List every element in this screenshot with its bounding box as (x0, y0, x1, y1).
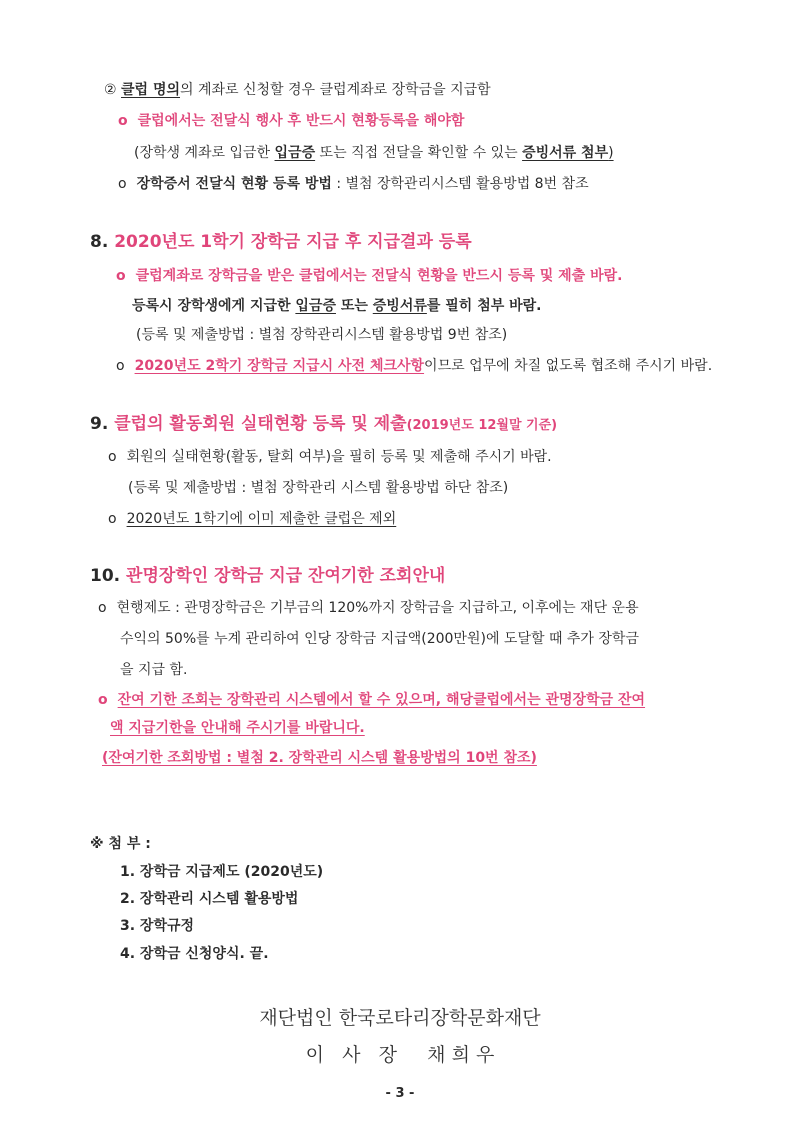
section-title: 관명장학인 장학금 지급 잔여기한 조회안내 (126, 566, 446, 586)
sec7-bullet1-text: 클럽에서는 전달식 행사 후 반드시 현황등록을 해야함 (137, 113, 465, 129)
sec8-note: (등록 및 제출방법 : 별첨 장학관리시스템 활용방법 9번 참조) (136, 327, 508, 343)
bullet-marker: o (118, 113, 128, 129)
sec10-bullet1-line3: 을 지급 함. (120, 662, 188, 678)
deposit-receipt-text: 입금증 (274, 145, 316, 161)
sec9-bullet2-text: 2020년도 1학기에 이미 제출한 클럽은 제외 (126, 511, 397, 527)
attachment-item: 2. 장학관리 시스템 활용방법 (120, 891, 299, 907)
bullet-marker: o (118, 176, 127, 192)
item2-line (104, 80, 491, 100)
section-title: 클럽의 활동회원 실태현황 등록 및 제출 (114, 414, 407, 434)
text: 또는 (335, 298, 373, 314)
sec7-bullet2 (118, 174, 589, 194)
chairman-signature: 이 사 장 채 희 우 (305, 1044, 495, 1066)
bullet2-text: : 별첨 장학관리시스템 활용방법 8번 참조 (331, 176, 589, 192)
page-number: - 3 - (385, 1086, 415, 1101)
attachments-header: ※ 첨 부 : (90, 836, 151, 852)
text: 를 필히 첨부 바람. (426, 298, 542, 314)
sec8-bullet1-text: 클럽계좌로 장학금을 받은 클럽에서는 전달식 현황을 반드시 등록 및 제출 바람. (135, 268, 623, 284)
deposit-receipt-text: 입금증 (295, 298, 336, 314)
bullet-marker: o (116, 268, 126, 284)
section-title: 2020년도 1학기 장학금 지급 후 지급결과 등록 (114, 232, 472, 252)
bullet-marker: o (98, 600, 107, 616)
section-10-heading (90, 564, 445, 588)
section-8-heading (90, 230, 472, 254)
section-number: 9. (90, 414, 109, 434)
bullet-marker: o (108, 511, 117, 527)
sec10-bullet1-line2: 수익의 50%를 누계 관리하여 인당 장학금 지급액(200만원)에 도달할 때 추가 장학금 (120, 631, 639, 647)
sec9-bullet1 (108, 447, 552, 467)
club-name-bold: 클럽 명의 (121, 82, 180, 98)
section-9-heading (90, 412, 557, 438)
sec8-bullet2-text: 이므로 업무에 차질 없도록 협조해 주시기 바람. (424, 358, 713, 374)
sec8-bullet2-highlight: 2020년도 2학기 장학금 지급시 사전 체크사항 (134, 358, 425, 374)
bullet-marker: o (108, 449, 117, 465)
sec10-bullet2-text: 잔여 기한 조회는 장학관리 시스템에서 할 수 있으며, 해당클럽에서는 관명장학금 잔여 (117, 692, 646, 708)
section-number: 8. (90, 232, 109, 252)
circled-number: ② (104, 82, 117, 98)
section-title-date: (2019년도 12월말 기준) (406, 418, 558, 433)
sec10-bullet1-line1 (98, 598, 639, 618)
sec10-bullet1-text: 현행제도 : 관명장학금은 기부금의 120%까지 장학금을 지급하고, 이후에는 재단 운용 (116, 600, 639, 616)
sec7-note (134, 143, 614, 163)
sec10-bullet2-line1 (98, 690, 645, 710)
bullet-marker: o (116, 358, 125, 374)
attachment-item: 4. 장학금 신청양식. 끝. (120, 946, 269, 962)
sec9-note: (등록 및 제출방법 : 별첨 장학관리 시스템 활용방법 하단 참조) (128, 480, 509, 496)
attachment-item: 3. 장학규정 (120, 918, 195, 934)
sec10-bullet2-line2: 액 지급기한을 안내해 주시기를 바랍니다. (110, 720, 365, 736)
sec10-note: (잔여기한 조회방법 : 별첨 2. 장학관리 시스템 활용방법의 10번 참조) (102, 750, 537, 766)
attachment-item: 1. 장학금 지급제도 (2020년도) (120, 864, 324, 880)
sec7-bullet1 (118, 111, 464, 131)
sec8-bullet2 (116, 356, 712, 376)
organization-name: 재단법인 한국로타리장학문화재단 (259, 1007, 541, 1029)
item2-text: 의 계좌로 신청할 경우 클럽계좌로 장학금을 지급함 (180, 82, 491, 98)
sec8-bullet1 (116, 266, 622, 286)
evidence-docs-text: 증빙서류 첨부 (522, 145, 609, 161)
sec9-bullet1-text: 회원의 실태현황(활동, 탈회 여부)을 필히 등록 및 제출해 주시기 바람. (126, 449, 552, 465)
text: 등록시 장학생에게 지급한 (132, 298, 296, 314)
bullet-marker: o (98, 692, 108, 708)
section-number: 10. (90, 566, 121, 586)
note-text: 또는 직접 전달을 확인할 수 있는 (315, 145, 523, 161)
sec9-bullet2 (108, 509, 396, 529)
evidence-docs-text: 증빙서류 (372, 298, 427, 314)
note-text: (장학생 계좌로 입금한 (134, 145, 275, 161)
note-text: ) (608, 145, 614, 161)
sec8-bullet1-cont (132, 296, 541, 316)
bullet2-bold: 장학증서 전달식 현황 등록 방법 (136, 176, 332, 192)
